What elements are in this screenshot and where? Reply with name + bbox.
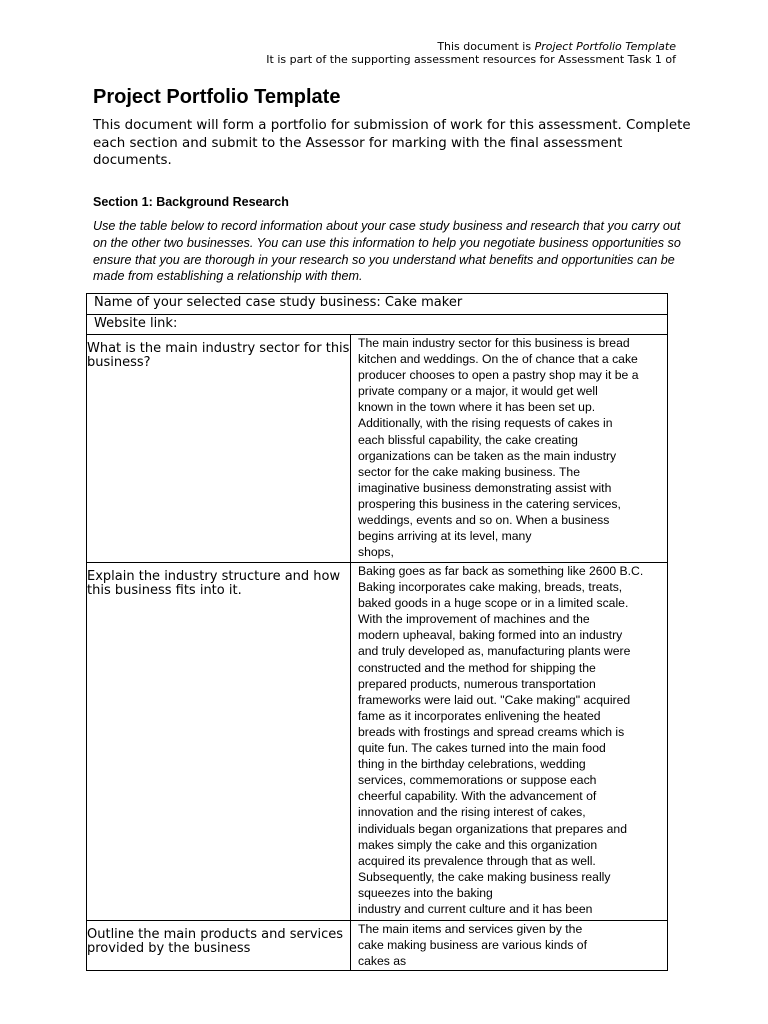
section-1-instructions: Use the table below to record information about your case study business and research that you carry out on the other two businesses. You can use this information to help you negotiate business opportunities so ensure that you are thorough in your research so you understand what benefits and opportunities can be made from establishing a relationship with them. xyxy=(93,219,681,284)
answer-line: prepared products, numerous transportation xyxy=(358,676,596,691)
answer-line: producer chooses to open a pastry shop may it be a xyxy=(358,368,639,383)
answer-line: frameworks were laid out. "Cake making" acquired xyxy=(358,692,631,707)
question-cell: Outline the main products and services provided by the business xyxy=(87,921,351,971)
answer-line: begins arriving at its level, many xyxy=(358,529,532,544)
answer-line: and truly developed as, manufacturing plants were xyxy=(358,644,631,659)
header-doc-name: Project Portfolio Template xyxy=(534,40,676,53)
answer-line: cake making business are various kinds of xyxy=(358,938,587,953)
answer-line: modern upheaval, baking formed into an industry xyxy=(358,628,623,643)
table-row xyxy=(87,335,668,563)
answer-cell[interactable] xyxy=(351,335,668,563)
answer-line: Baking goes as far back as something like 2600 B.C. xyxy=(358,564,644,578)
page-title: Project Portfolio Template xyxy=(93,86,341,108)
answer-line: known in the town where it has been set up. xyxy=(358,400,596,415)
answer-text xyxy=(358,335,667,560)
answer-line: The main industry sector for this business is bread xyxy=(358,336,630,350)
answer-line: fame as it incorporates enlivening the heated xyxy=(358,708,601,723)
business-name-row xyxy=(87,294,668,315)
answer-line: weddings, events and so on. When a business xyxy=(358,513,610,528)
question-cell: Explain the industry structure and how this business fits into it. xyxy=(87,563,351,921)
website-row xyxy=(87,315,668,335)
question-cell: What is the main industry sector for this business? xyxy=(87,335,351,563)
answer-line: With the improvement of machines and the xyxy=(358,612,590,627)
answer-line: squeezes into the baking xyxy=(358,885,493,900)
answer-line: shops, xyxy=(358,545,394,560)
answer-line: private company or a major, it would get well xyxy=(358,384,598,399)
answer-line: imaginative business demonstrating assist with xyxy=(358,480,612,495)
answer-line: services, commemorations or suppose each xyxy=(358,773,597,788)
answer-line: Baking incorporates cake making, breads, treats, xyxy=(358,580,623,595)
answer-line: quite fun. The cakes turned into the main food xyxy=(358,741,606,756)
answer-line: kitchen and weddings. On the of chance that a cake xyxy=(358,352,638,367)
answer-line: innovation and the rising interest of cakes, xyxy=(358,805,586,820)
answer-line: breads with frostings and spread creams which is xyxy=(358,724,625,739)
answer-line: organizations can be taken as the main industry xyxy=(358,448,617,463)
answer-line: acquired its prevalence through that as well. xyxy=(358,853,596,868)
answer-line: Additionally, with the rising requests of cakes in xyxy=(358,416,613,431)
answer-line: baked goods in a huge scope or in a limited scale. xyxy=(358,596,629,611)
answer-cell[interactable] xyxy=(351,921,668,971)
header-line-1 xyxy=(437,40,676,54)
answer-line: Subsequently, the cake making business really xyxy=(358,869,611,884)
answer-line: cakes as xyxy=(358,954,407,969)
table-row xyxy=(87,921,668,971)
answer-line: industry and current culture and it has been xyxy=(358,901,593,916)
answer-line: makes simply the cake and this organization xyxy=(358,837,598,852)
table-row xyxy=(87,563,668,921)
header-prefix: This document is xyxy=(437,40,535,53)
background-research-table xyxy=(86,293,668,971)
answer-cell[interactable] xyxy=(351,563,668,921)
answer-line: individuals began organizations that prepares and xyxy=(358,821,627,836)
answer-line: constructed and the method for shipping the xyxy=(358,660,596,675)
website-link-cell[interactable]: Website link: xyxy=(87,315,668,335)
answer-text xyxy=(358,563,667,917)
header-line-2: It is part of the supporting assessment resources for Assessment Task 1 of xyxy=(266,53,676,66)
answer-line: cheerful capability. With the advancement of xyxy=(358,789,597,804)
answer-text xyxy=(358,921,667,969)
section-1-heading: Section 1: Background Research xyxy=(93,195,289,209)
business-name-cell[interactable]: Name of your selected case study business: Cake maker xyxy=(87,294,668,315)
answer-line: thing in the birthday celebrations, wedding xyxy=(358,757,586,772)
answer-line: each blissful capability, the cake creating xyxy=(358,432,578,447)
answer-line: prospering this business in the catering services, xyxy=(358,496,621,511)
intro-paragraph: This document will form a portfolio for submission of work for this assessment. Complete each section and submit to the Assessor for marking with the final assessment documents. xyxy=(93,118,691,168)
answer-line: The main items and services given by the xyxy=(358,922,583,936)
answer-line: sector for the cake making business. The xyxy=(358,464,580,479)
